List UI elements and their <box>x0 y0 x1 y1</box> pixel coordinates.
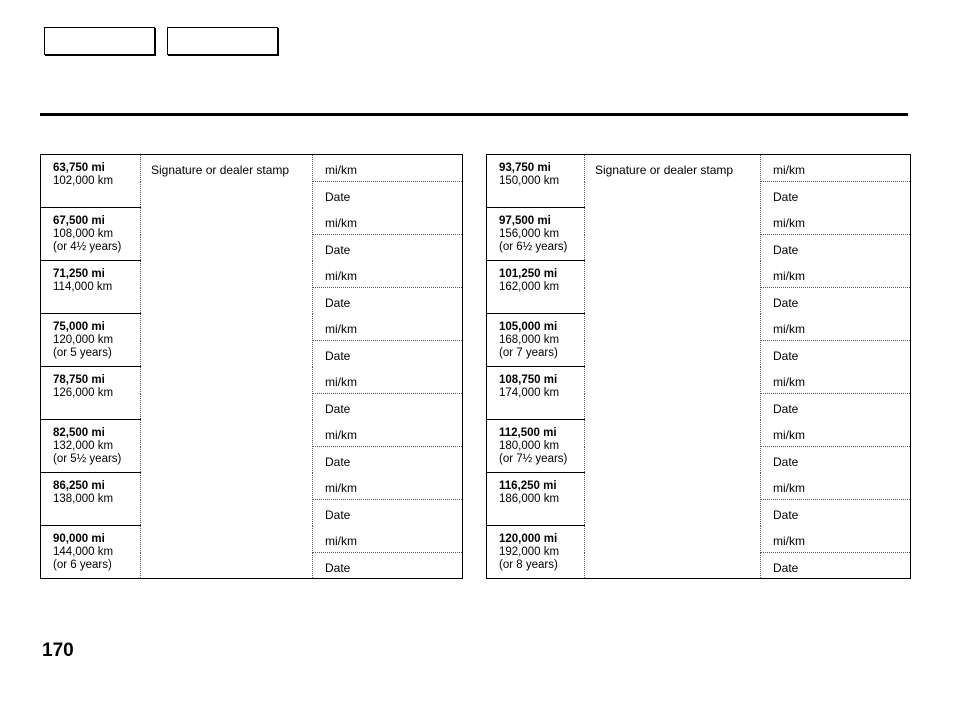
date-entry-cell[interactable] <box>761 288 911 314</box>
mileage-entry-cell[interactable] <box>761 420 911 447</box>
interval-years: (or 4½ years) <box>53 241 122 253</box>
interval-kilometers: 144,000 km <box>53 546 114 558</box>
signature-cell[interactable] <box>141 261 313 314</box>
interval-kilometers: 138,000 km <box>53 493 114 505</box>
mikm-label: mi/km <box>773 533 805 548</box>
date-entry-cell[interactable] <box>761 341 911 367</box>
interval-miles: 71,250 mi <box>53 268 105 280</box>
mikm-label: mi/km <box>773 163 805 177</box>
date-label: Date <box>773 561 799 575</box>
log-entry-row <box>41 420 463 447</box>
interval-cell <box>41 155 141 208</box>
date-entry-cell[interactable] <box>761 447 911 473</box>
date-entry-cell[interactable] <box>313 500 463 526</box>
signature-cell[interactable] <box>585 314 761 367</box>
date-entry-cell[interactable] <box>313 182 463 208</box>
log-entry-row <box>487 314 911 341</box>
log-entry-row <box>41 367 463 394</box>
interval-years: (or 5½ years) <box>53 453 122 465</box>
date-entry-cell[interactable] <box>761 394 911 420</box>
date-entry-cell[interactable] <box>313 447 463 473</box>
mileage-entry-cell[interactable] <box>761 208 911 235</box>
interval-miles: 82,500 mi <box>53 427 105 439</box>
interval-cell <box>41 208 141 261</box>
interval-years: (or 8 years) <box>499 559 558 571</box>
interval-cell <box>487 526 585 579</box>
interval-miles: 93,750 mi <box>499 162 551 174</box>
date-entry-cell[interactable] <box>761 553 911 579</box>
signature-cell[interactable] <box>141 155 313 208</box>
maintenance-log-table-left <box>40 154 463 579</box>
mikm-label: mi/km <box>325 427 357 442</box>
interval-cell <box>487 155 585 208</box>
mileage-entry-cell[interactable] <box>313 261 463 288</box>
interval-kilometers: 126,000 km <box>53 387 114 399</box>
log-entry-row <box>41 261 463 288</box>
interval-cell <box>41 473 141 526</box>
interval-cell <box>41 314 141 367</box>
signature-cell[interactable] <box>585 526 761 579</box>
date-label: Date <box>773 190 799 204</box>
interval-years: (or 7½ years) <box>499 453 568 465</box>
date-label: Date <box>773 349 799 363</box>
mikm-label: mi/km <box>325 215 357 230</box>
mileage-entry-cell[interactable] <box>313 473 463 500</box>
date-label: Date <box>325 296 351 310</box>
log-entry-row <box>41 314 463 341</box>
interval-miles: 67,500 mi <box>53 215 105 227</box>
mikm-label: mi/km <box>325 533 357 548</box>
log-entry-row <box>487 473 911 500</box>
log-entry-row <box>487 367 911 394</box>
mileage-entry-cell[interactable] <box>761 473 911 500</box>
log-entry-row <box>41 526 463 553</box>
interval-miles: 108,750 mi <box>499 374 558 386</box>
interval-miles: 120,000 mi <box>499 533 558 545</box>
interval-years: (or 7 years) <box>499 347 558 359</box>
interval-cell <box>487 208 585 261</box>
mikm-label: mi/km <box>325 163 357 177</box>
log-entry-row <box>487 261 911 288</box>
maintenance-log-table-right <box>486 154 911 579</box>
log-entry-row <box>487 420 911 447</box>
mileage-entry-cell[interactable] <box>761 367 911 394</box>
log-entry-row <box>487 208 911 235</box>
interval-years: (or 6½ years) <box>499 241 568 253</box>
log-entry-row <box>41 473 463 500</box>
interval-kilometers: 114,000 km <box>53 281 113 293</box>
log-entry-row <box>41 155 463 182</box>
interval-years: (or 6 years) <box>53 559 112 571</box>
interval-kilometers: 168,000 km <box>499 334 560 346</box>
interval-cell <box>487 473 585 526</box>
interval-miles: 112,500 mi <box>499 427 557 439</box>
header-rule <box>40 113 908 116</box>
date-entry-cell[interactable] <box>313 341 463 367</box>
interval-cell <box>41 526 141 579</box>
page-number: 170 <box>42 640 74 661</box>
signature-cell[interactable] <box>141 208 313 261</box>
mileage-entry-cell[interactable] <box>761 314 911 341</box>
signature-cell[interactable] <box>585 367 761 420</box>
interval-kilometers: 192,000 km <box>499 546 560 558</box>
mikm-label: mi/km <box>773 374 805 389</box>
interval-cell <box>41 420 141 473</box>
signature-cell[interactable] <box>585 261 761 314</box>
date-entry-cell[interactable] <box>761 182 911 208</box>
signature-cell[interactable] <box>141 420 313 473</box>
date-label: Date <box>773 296 799 310</box>
interval-kilometers: 174,000 km <box>499 387 560 399</box>
signature-cell[interactable] <box>585 420 761 473</box>
date-label: Date <box>773 508 799 522</box>
nav-button-previous[interactable] <box>44 27 155 55</box>
signature-cell[interactable] <box>141 473 313 526</box>
signature-cell[interactable] <box>585 155 761 208</box>
interval-cell <box>487 367 585 420</box>
interval-miles: 86,250 mi <box>53 480 105 492</box>
mikm-label: mi/km <box>325 480 357 495</box>
mileage-entry-cell[interactable] <box>313 314 463 341</box>
mikm-label: mi/km <box>325 268 357 283</box>
date-label: Date <box>325 402 351 416</box>
interval-miles: 90,000 mi <box>53 533 105 545</box>
signature-cell[interactable] <box>141 314 313 367</box>
date-entry-cell[interactable] <box>313 394 463 420</box>
interval-cell <box>41 261 141 314</box>
interval-miles: 78,750 mi <box>53 374 105 386</box>
interval-cell <box>487 314 585 367</box>
log-entry-row <box>487 526 911 553</box>
signature-cell[interactable] <box>141 367 313 420</box>
interval-years: (or 5 years) <box>53 347 112 359</box>
mikm-label: mi/km <box>773 427 805 442</box>
date-entry-cell[interactable] <box>761 235 911 261</box>
mikm-label: mi/km <box>773 321 805 336</box>
date-label: Date <box>325 561 351 575</box>
interval-miles: 116,250 mi <box>499 480 557 492</box>
date-label: Date <box>773 243 799 257</box>
interval-kilometers: 108,000 km <box>53 228 114 240</box>
mikm-label: mi/km <box>325 321 357 336</box>
interval-kilometers: 132,000 km <box>53 440 114 452</box>
date-label: Date <box>325 190 351 204</box>
nav-button-next[interactable] <box>167 27 278 55</box>
mileage-entry-cell[interactable] <box>313 367 463 394</box>
interval-miles: 101,250 mi <box>499 268 558 280</box>
interval-cell <box>487 261 585 314</box>
mileage-entry-cell[interactable] <box>761 155 911 182</box>
mikm-label: mi/km <box>773 215 805 230</box>
interval-kilometers: 180,000 km <box>499 440 560 452</box>
date-label: Date <box>773 402 799 416</box>
mileage-entry-cell[interactable] <box>313 420 463 447</box>
interval-kilometers: 102,000 km <box>53 175 114 187</box>
date-entry-cell[interactable] <box>313 235 463 261</box>
date-label: Date <box>325 243 351 257</box>
signature-cell[interactable] <box>585 208 761 261</box>
interval-kilometers: 162,000 km <box>499 281 560 293</box>
date-label: Date <box>325 508 351 522</box>
log-entry-row <box>487 155 911 182</box>
date-label: Date <box>325 349 351 363</box>
mikm-label: mi/km <box>773 268 805 283</box>
interval-kilometers: 156,000 km <box>499 228 560 240</box>
interval-cell <box>41 367 141 420</box>
date-entry-cell[interactable] <box>313 288 463 314</box>
date-entry-cell[interactable] <box>313 553 463 579</box>
interval-kilometers: 186,000 km <box>499 493 560 505</box>
mileage-entry-cell[interactable] <box>761 261 911 288</box>
date-label: Date <box>325 455 351 469</box>
mileage-entry-cell[interactable] <box>761 526 911 553</box>
mikm-label: mi/km <box>773 480 805 495</box>
mikm-label: mi/km <box>325 374 357 389</box>
signature-label: Signature or dealer stamp <box>595 163 734 177</box>
interval-miles: 63,750 mi <box>53 162 105 174</box>
log-entry-row <box>41 208 463 235</box>
interval-kilometers: 120,000 km <box>53 334 114 346</box>
signature-cell[interactable] <box>141 526 313 579</box>
mileage-entry-cell[interactable] <box>313 155 463 182</box>
maintenance-log-rows-left <box>41 155 463 579</box>
interval-kilometers: 150,000 km <box>499 175 560 187</box>
maintenance-log-rows-right <box>487 155 911 579</box>
interval-miles: 97,500 mi <box>499 215 551 227</box>
date-label: Date <box>773 455 799 469</box>
interval-cell <box>487 420 585 473</box>
mileage-entry-cell[interactable] <box>313 526 463 553</box>
mileage-entry-cell[interactable] <box>313 208 463 235</box>
signature-label: Signature or dealer stamp <box>151 163 290 177</box>
signature-cell[interactable] <box>585 473 761 526</box>
interval-miles: 75,000 mi <box>53 321 105 333</box>
interval-miles: 105,000 mi <box>499 321 558 333</box>
date-entry-cell[interactable] <box>761 500 911 526</box>
